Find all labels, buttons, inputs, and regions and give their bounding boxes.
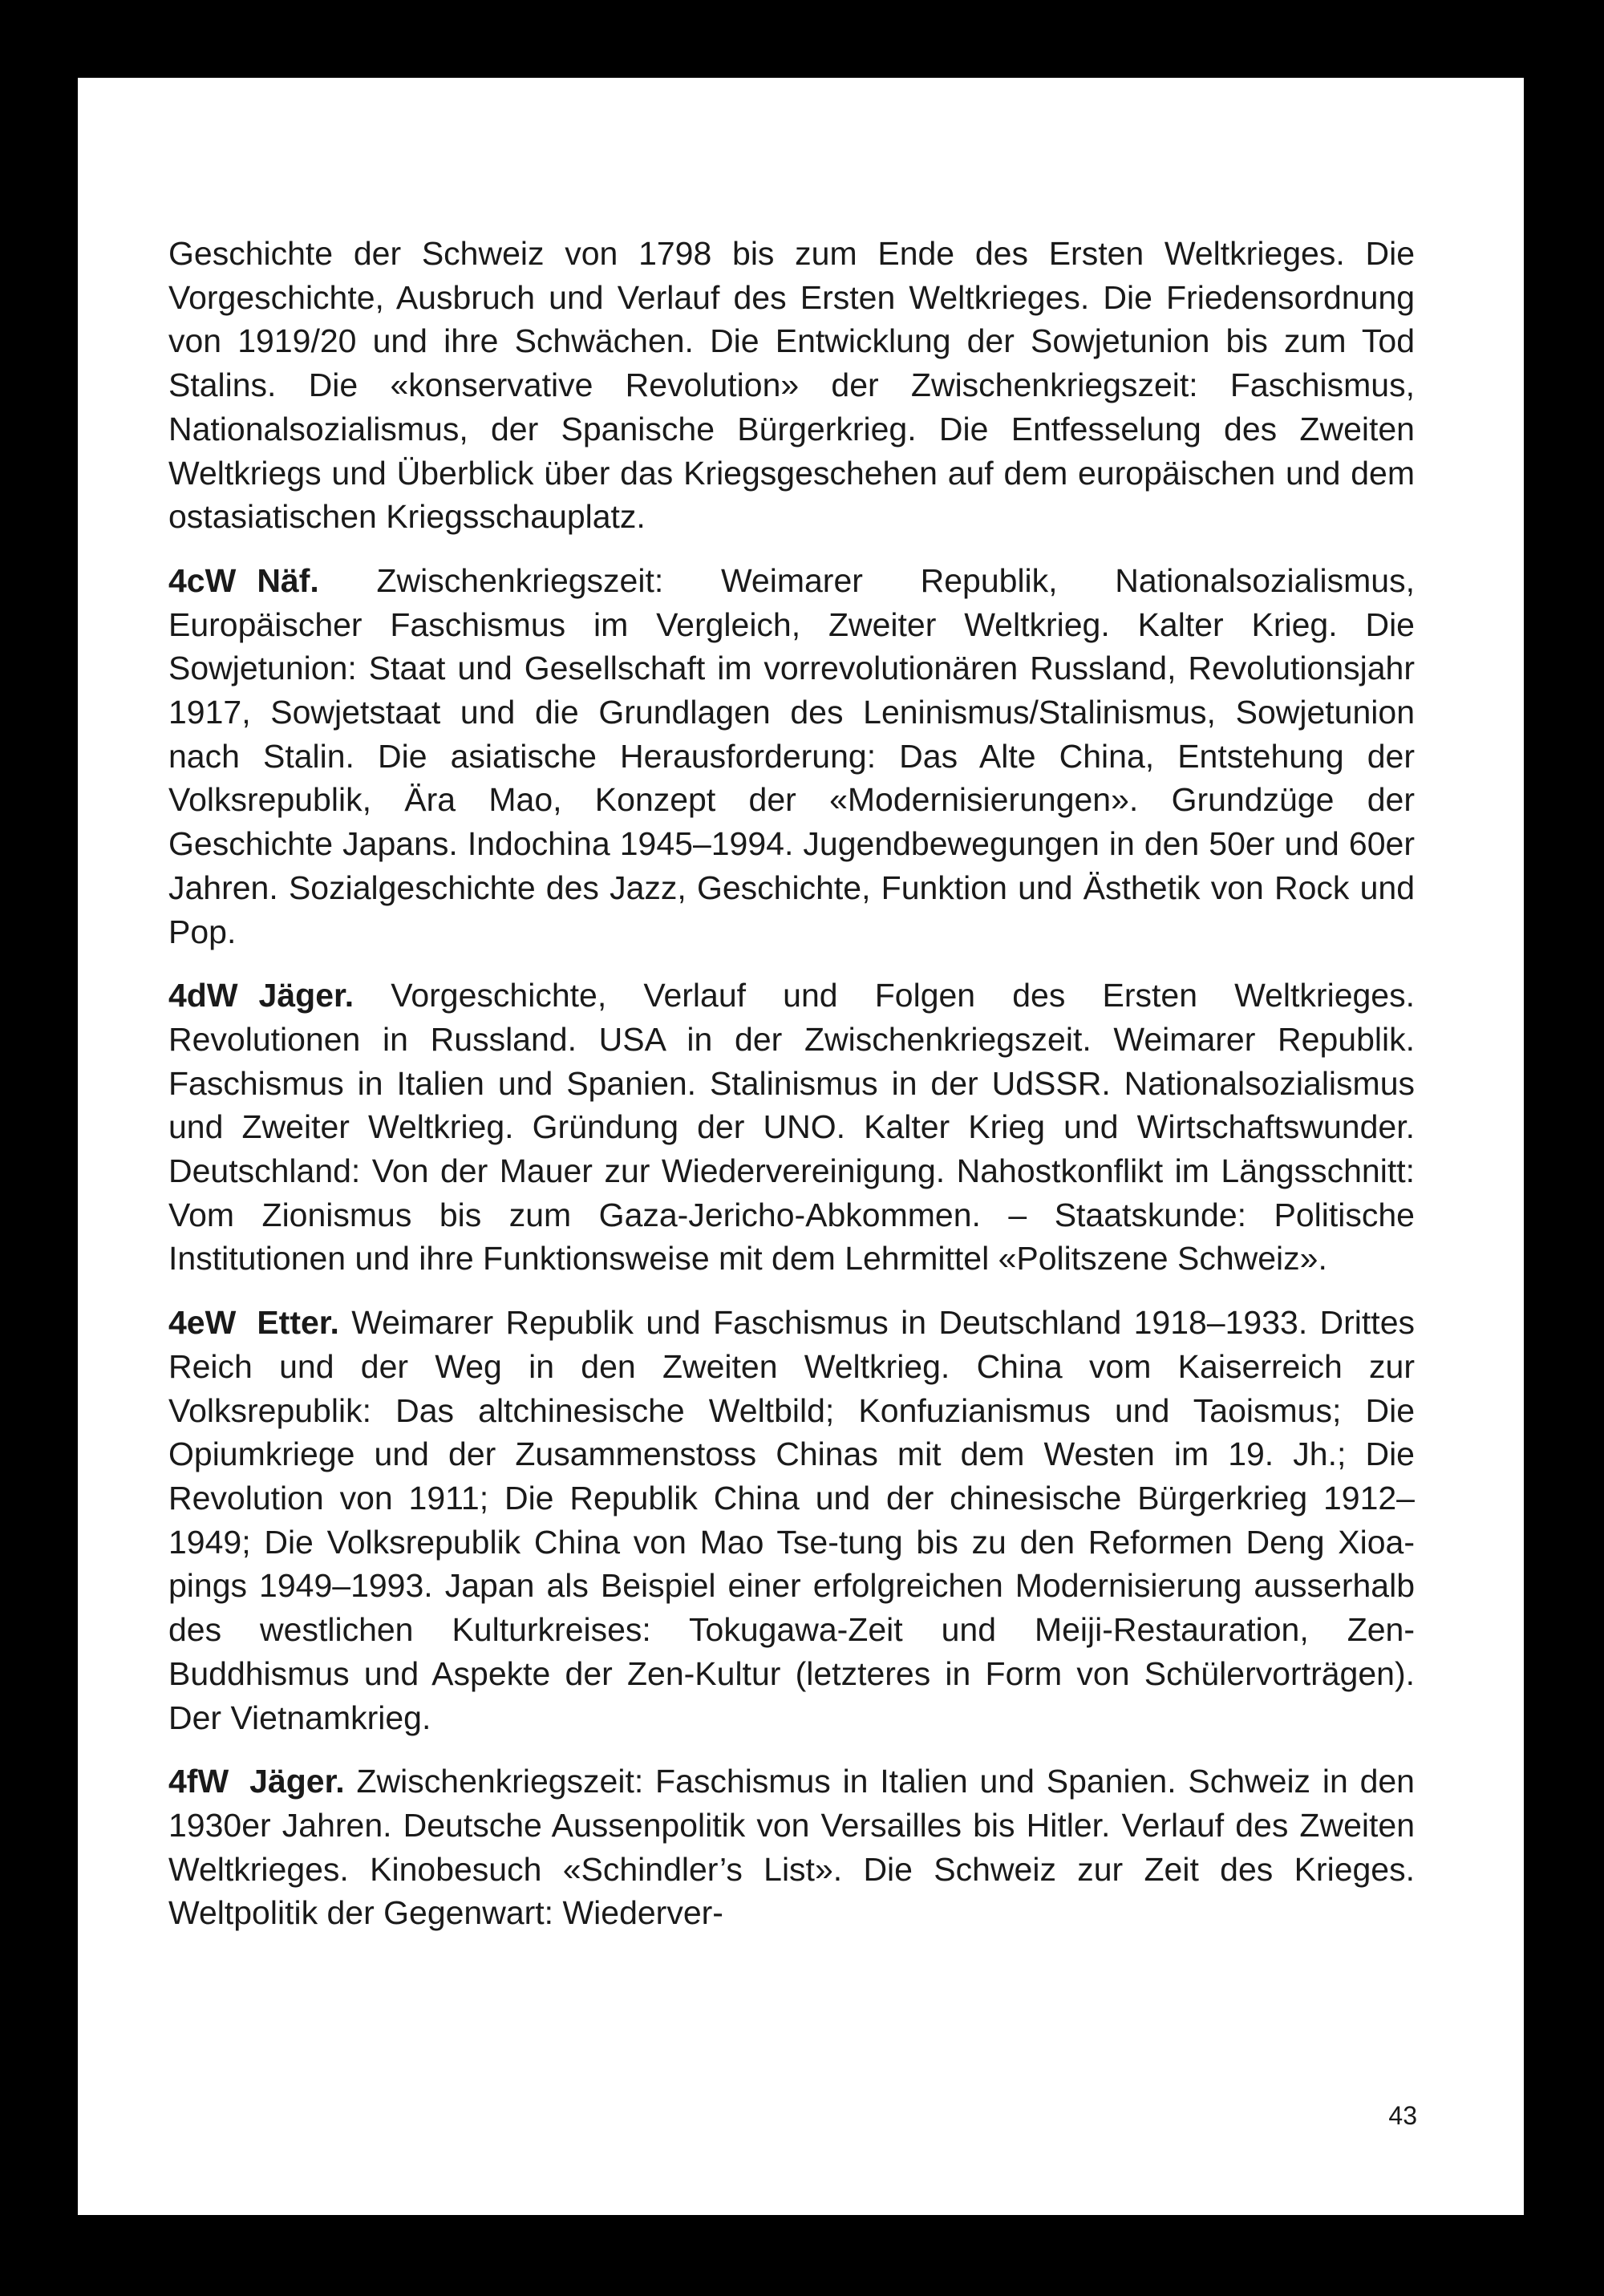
page-number: 43 bbox=[1388, 2101, 1417, 2130]
class-code: 4eW bbox=[168, 1304, 237, 1342]
class-code: 4fW bbox=[168, 1763, 229, 1800]
page-body bbox=[168, 232, 1415, 1955]
entry-4dw bbox=[168, 974, 1415, 1281]
entry-4ew bbox=[168, 1301, 1415, 1739]
entry-text: Vorgeschichte, Verlauf und Folgen des Ersten Weltkrieges. Revolutionen in Russland. USA in der Zwischenkriegszeit. Weimarer Republik. Faschismus in Italien und Spanien. Stalinismus in der UdSSR. Nationalsozialismus und Zweiter Weltkrieg. Gründung der UNO. Kalter Krieg und Wirtschaftswunder. Deutschland: Von der Mauer zur Wiedervereinigung. Nahostkonflikt im Längsschnitt: Vom Zionismus bis zum Gaza-Jericho-Abkommen. – Staatskunde: Politische Institutionen und ihre Funktionsweise mit dem Lehrmittel «Politszene Schweiz». bbox=[168, 977, 1415, 1278]
teacher-name: Etter. bbox=[257, 1304, 339, 1342]
teacher-name: Jäger. bbox=[258, 977, 354, 1014]
class-code: 4dW bbox=[168, 977, 238, 1014]
entry-4fw bbox=[168, 1759, 1415, 1935]
entry-text: Zwischenkriegszeit: Weimarer Republik, Nationalsozialismus, Europäischer Faschismus im Vergleich, Zweiter Weltkrieg. Kalter Krieg. Die Sowjetunion: Staat und Gesellschaft im vorrevolutionären Russland, Revolutionsjahr 1917, Sowjetstaat und die Grundlagen des Leninismus/Stalinismus, Sowjetunion nach Stalin. Die asiatische Herausforderung: Das Alte China, Entstehung der Volksrepublik, Ära Mao, Konzept der «Modernisierungen». Grundzüge der Geschichte Japans. Indochina 1945–1994. Jugendbewegungen in den 50er und 60er Jahren. Sozialgeschichte des Jazz, Geschichte, Funktion und Ästhetik von Rock und Pop. bbox=[168, 561, 1415, 950]
entry-text: Weimarer Republik und Faschismus in Deutschland 1918–1933. Drittes Reich und der Weg in den Zweiten Weltkrieg. China vom Kaiserreich zur Volksrepublik: Das altchinesische Weltbild; Konfuzianismus und Taoismus; Die Opiumkriege und der Zusammenstoss Chinas mit dem Westen im 19. Jh.; Die Revolution von 1911; Die Republik China und der chinesische Bürgerkrieg 1912–1949; Die Volksrepublik China von Mao Tse-tung bis zu den Reformen Deng Xioa-pings 1949–1993. Japan als Beispiel einer erfolgreichen Modernisierung ausserhalb des westlichen Kulturkreises: Tokugawa-Zeit und Meiji-Restauration, Zen-Buddhismus und Aspekte der Zen-Kultur (letzteres in Form von Schülervorträgen). Der Vietnamkrieg. bbox=[168, 1304, 1415, 1736]
intro-paragraph: Geschichte der Schweiz von 1798 bis zum Ende des Ersten Weltkrieges. Die Vorgeschichte, Ausbruch und Verlauf des Ersten Weltkrieges. Die Friedensordnung von 1919/20 und ihre Schwächen. Die Entwicklung der Sowjetunion bis zum Tod Stalins. Die «konservative Revolution» der Zwischenkriegszeit: Faschismus, Nationalsozialismus, der Spanische Bürgerkrieg. Die Entfesselung des Zweiten Weltkriegs und Überblick über das Kriegsgeschehen auf dem europäischen und dem ostasiatischen Kriegsschauplatz. bbox=[168, 235, 1415, 536]
teacher-name: Jäger. bbox=[249, 1763, 345, 1800]
document-page bbox=[78, 78, 1524, 2215]
entry-text: Zwischenkriegszeit: Faschismus in Italien und Spanien. Schweiz in den 1930er Jahren. Deutsche Aussenpolitik von Versailles bis Hitler. Verlauf des Zweiten Weltkrieges. Kinobesuch «Schindler’s List». Die Schweiz zur Zeit des Krieges. Weltpolitik der Gegenwart: Wiederver- bbox=[168, 1763, 1415, 1932]
class-code: 4cW bbox=[168, 561, 237, 599]
entry-4cw bbox=[168, 559, 1415, 954]
teacher-name: Näf. bbox=[257, 561, 319, 599]
